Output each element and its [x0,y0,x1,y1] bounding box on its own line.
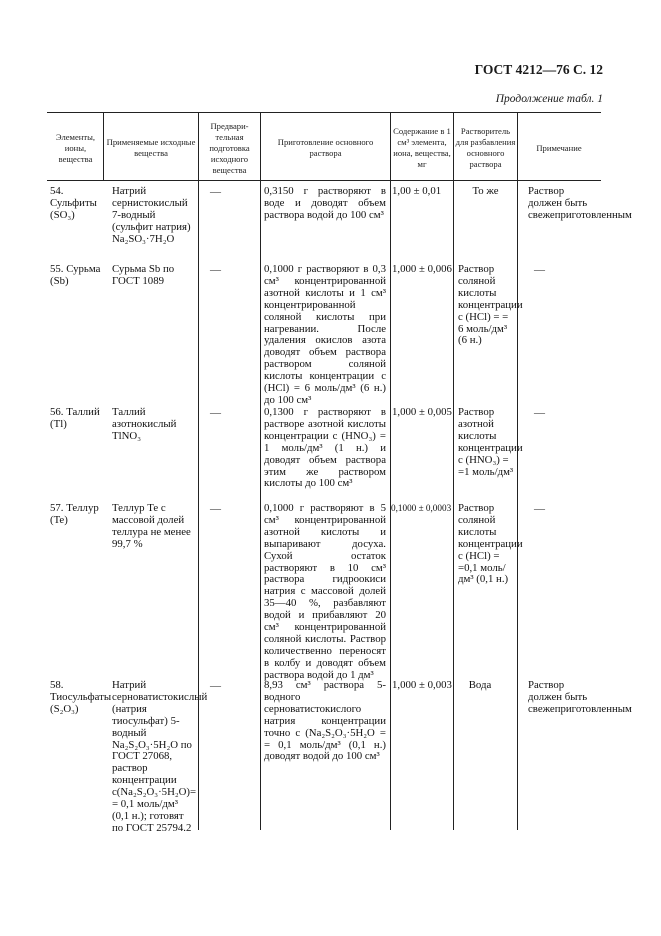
column-header: Применяемые исходные вещества [106,137,196,158]
prep-cell: — [210,407,221,419]
prep-cell: — [210,503,221,515]
element-cell: 57. Теллур (Te) [50,502,99,526]
column-divider [198,112,199,830]
content-cell: 1,00 ± 0,01 [392,185,442,197]
solution-cell: 0,1000 г растворяют в 5 см³ концентрированной азотной кислоты и выпаривают досуха. Сухой остаток растворяют в 10 см³ раствора гидроокиси натрия с массовой долей 35—40 %, разбавляют водой и прибавляют 20 см³ концентрированной соляной кислоты. Раствор количественно переносят в колбу и доводят объем раствора водой до 1 дм³ [264,502,386,681]
content-cell: 0,1000 ± 0,0003 [391,503,452,513]
column-header: Приготовление основного раствора [277,137,374,158]
column-header: Содержание в 1 см³ элемента, иона, вещества, мг [393,126,451,169]
note-cell: — [534,264,545,276]
column-header: Элементы, ионы, вещества [55,131,96,164]
element-cell: 55. Сурьма (Sb) [50,263,101,287]
content-cell: 1,000 ± 0,006 [392,263,452,275]
page-header: ГОСТ 4212—76 С. 12 [474,62,603,77]
prep-cell: — [210,264,221,276]
solvent-cell: Раствор азотной кислоты концентрации с (HNO₃) = =1 моль/дм³ [458,406,523,478]
solution-cell: 8,93 см³ раствора 5-водного серноватистокислого натрия концентрации точно с (Na₂S₂O₃·5H₂O = = 0,1 моль/дм³ (0,1 н.) доводят водой до 100 см³ [264,679,386,763]
column-header: Предвари-тельная подготовка исходного вещества [209,120,250,175]
solvent-cell: Раствор соляной кислоты концентрации с (HCl) = =0,1 моль/дм³ (0,1 н.) [458,502,523,586]
table-continuation-label: Продолжение табл. 1 [495,93,603,105]
column-header: Примечание [536,142,582,153]
prep-cell: — [210,186,221,198]
solution-cell: 0,3150 г растворяют в воде и доводят объем раствора водой до 100 см³ [264,185,386,221]
column-divider [453,112,454,830]
note-cell: Раствор должен быть свежеприготовленным [528,679,632,715]
source-cell: Натрий сернистокислый 7-водный (сульфит натрия) Na₂SO₃·7H₂O [112,185,191,245]
prep-cell: — [210,680,221,692]
element-cell: 58. Тиосульфаты (S₂O₃) [50,679,112,715]
element-cell: 54. Сульфиты (SO₃) [50,185,97,221]
source-cell: Натрий серноватистокислый (натрия тиосульфат) 5-водный Na₂S₂O₃·5H₂O по ГОСТ 27068, раствор концентрации c(Na₂S₂O₃·5H₂O)= = 0,1 моль/дм³ (0,1 н.); готовят по ГОСТ 25794.2 [112,679,208,834]
source-cell: Теллур Те с массовой долей теллура не менее 99,7 % [112,502,191,550]
column-divider [390,112,391,830]
note-cell: Раствор должен быть свежеприготовленным [528,185,632,221]
source-cell: Сурьма Sb по ГОСТ 1089 [112,263,175,287]
note-cell: — [534,503,545,515]
column-header: Растворитель для разбавления основного раствора [455,126,516,169]
note-cell: — [534,407,545,419]
solvent-cell: Вода [468,679,492,691]
solution-cell: 0,1300 г растворяют в растворе азотной кислоты концентрации с (HNO₃) = 1 моль/дм³ (1 н.) и доводят объем раствора этим же раствором кислоты до 100 см³ [264,406,386,490]
content-cell: 1,000 ± 0,003 [392,679,452,691]
element-cell: 56. Таллий (Tl) [50,406,100,430]
solution-cell: 0,1000 г растворяют в 0,3 см³ концентрированной азотной кислоты и 1 см³ концентрированной соляной кислоты при нагревании. После удаления окислов азота доводят объем раствора раствором соляной кислоты концентрации с (HCl) = 6 моль/дм³ (6 н.) до 100 см³ [264,263,386,406]
content-cell: 1,000 ± 0,005 [392,406,452,418]
solvent-cell: То же [472,185,499,197]
column-divider [260,112,261,830]
solvent-cell: Раствор соляной кислоты концентрации с (HCl) = = 6 моль/дм³ (6 н.) [458,263,523,347]
source-cell: Таллий азотнокислый TlNO₃ [112,406,177,442]
column-divider [517,112,518,830]
